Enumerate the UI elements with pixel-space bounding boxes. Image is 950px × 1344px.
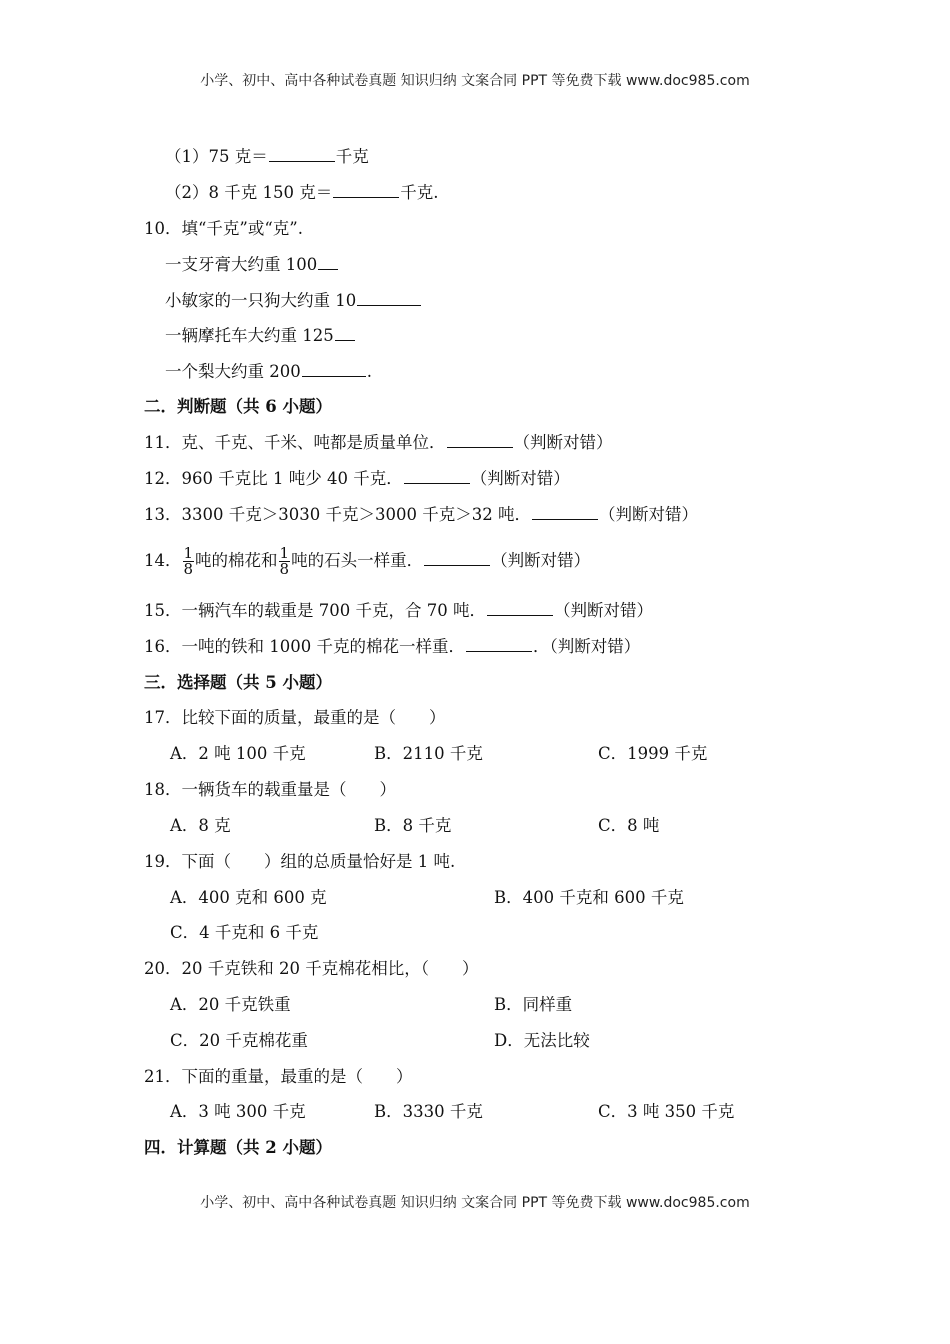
section-heading-judgement: 二．判断题（共 6 小题） <box>144 397 332 416</box>
answer-blank <box>466 636 532 652</box>
q10-title: 10．填“千克”或“克”. <box>144 219 303 238</box>
q20-option-b: B．同样重 <box>494 995 573 1014</box>
q13 <box>144 504 698 526</box>
q10-line1-text: 一支牙膏大约重 100 <box>165 255 318 274</box>
answer-blank <box>487 600 553 616</box>
q9-part1 <box>165 146 369 168</box>
q20-option-a: A．20 千克铁重 <box>170 995 291 1014</box>
q14-text-end: 吨的石头一样重． <box>291 551 424 570</box>
q20-option-d: D．无法比较 <box>494 1031 590 1050</box>
q14-number: 14． <box>144 551 182 570</box>
answer-blank <box>404 468 470 484</box>
q21-stem: 21．下面的重量，最重的是（ ） <box>144 1067 413 1086</box>
answer-blank <box>335 325 355 341</box>
fraction-numerator: 1 <box>279 544 290 562</box>
q9-part1-text: （1）75 克＝ <box>165 147 268 166</box>
q16-period: ． <box>532 637 550 656</box>
judge-suffix: （判断对错） <box>598 505 698 524</box>
judge-suffix: （判断对错） <box>513 433 613 452</box>
q9-part1-unit: 千克 <box>335 147 369 166</box>
q13-text: 13．3300 千克＞3030 千克＞3000 千克＞32 吨． <box>144 505 531 524</box>
judge-suffix: （判断对错） <box>553 601 653 620</box>
judge-suffix: （判断对错） <box>470 469 570 488</box>
q21-option-c: C．3 吨 350 千克 <box>598 1102 735 1121</box>
q10-line4-end: . <box>366 362 372 381</box>
fraction-denominator: 8 <box>183 560 194 578</box>
fraction-numerator: 1 <box>183 544 194 562</box>
answer-blank <box>424 550 490 566</box>
q12-text: 12．960 千克比 1 吨少 40 千克． <box>144 469 403 488</box>
q9-part2-text: （2）8 千克 150 克＝ <box>165 183 333 202</box>
q10-line3 <box>165 325 356 347</box>
page-header: 小学、初中、高中各种试卷真题 知识归纳 文案合同 PPT 等免费下载 www.doc985.com <box>200 73 750 89</box>
judge-suffix: （判断对错） <box>549 637 641 656</box>
fraction-one-eighth <box>279 546 291 577</box>
q17-option-c: C．1999 千克 <box>598 744 708 763</box>
page-footer: 小学、初中、高中各种试卷真题 知识归纳 文案合同 PPT 等免费下载 www.doc985.com <box>200 1195 750 1211</box>
q15 <box>144 600 653 622</box>
q14 <box>144 546 590 577</box>
q19-stem: 19．下面（ ）组的总质量恰好是 1 吨. <box>144 852 456 871</box>
q10-line2 <box>165 290 422 312</box>
q18-option-b: B．8 千克 <box>374 816 452 835</box>
q19-option-b: B．400 千克和 600 千克 <box>494 888 684 907</box>
q19-option-c: C．4 千克和 6 千克 <box>170 923 319 942</box>
answer-blank <box>318 254 338 270</box>
fraction-one-eighth <box>183 546 195 577</box>
q10-line4 <box>165 361 372 383</box>
q19-option-a: A．400 克和 600 克 <box>170 888 327 907</box>
q18-option-c: C．8 吨 <box>598 816 660 835</box>
answer-blank <box>357 290 421 306</box>
q15-text: 15．一辆汽车的载重是 700 千克，合 70 吨． <box>144 601 486 620</box>
answer-blank <box>333 182 399 198</box>
answer-blank <box>269 146 335 162</box>
q12 <box>144 468 570 490</box>
q14-text-mid: 吨的棉花和 <box>195 551 278 570</box>
q9-part2-unit: 千克. <box>400 183 439 202</box>
q16 <box>144 636 640 658</box>
q10-line3-text: 一辆摩托车大约重 125 <box>165 326 334 345</box>
q17-stem: 17．比较下面的质量，最重的是（ ） <box>144 708 446 727</box>
answer-blank <box>302 361 366 377</box>
answer-blank <box>532 504 598 520</box>
q10-line1 <box>165 254 339 276</box>
fraction-denominator: 8 <box>279 560 290 578</box>
answer-blank <box>447 432 513 448</box>
q17-option-a: A．2 吨 100 千克 <box>170 744 306 763</box>
q11 <box>144 432 613 454</box>
q10-line2-text: 小敏家的一只狗大约重 10 <box>165 291 357 310</box>
q9-part2 <box>165 182 438 204</box>
q20-option-c: C．20 千克棉花重 <box>170 1031 308 1050</box>
q21-option-b: B．3330 千克 <box>374 1102 483 1121</box>
q18-option-a: A．8 克 <box>170 816 231 835</box>
q16-text: 16．一吨的铁和 1000 千克的棉花一样重． <box>144 637 465 656</box>
q21-option-a: A．3 吨 300 千克 <box>170 1102 306 1121</box>
judge-suffix: （判断对错） <box>491 551 591 570</box>
q20-stem: 20．20 千克铁和 20 千克棉花相比，（ ） <box>144 959 479 978</box>
q18-stem: 18．一辆货车的载重量是（ ） <box>144 780 396 799</box>
q17-option-b: B．2110 千克 <box>374 744 483 763</box>
q11-text: 11．克、千克、千米、吨都是质量单位． <box>144 433 446 452</box>
section-heading-calculation: 四．计算题（共 2 小题） <box>144 1138 332 1157</box>
q10-line4-text: 一个梨大约重 200 <box>165 362 301 381</box>
section-heading-choice: 三．选择题（共 5 小题） <box>144 673 332 692</box>
